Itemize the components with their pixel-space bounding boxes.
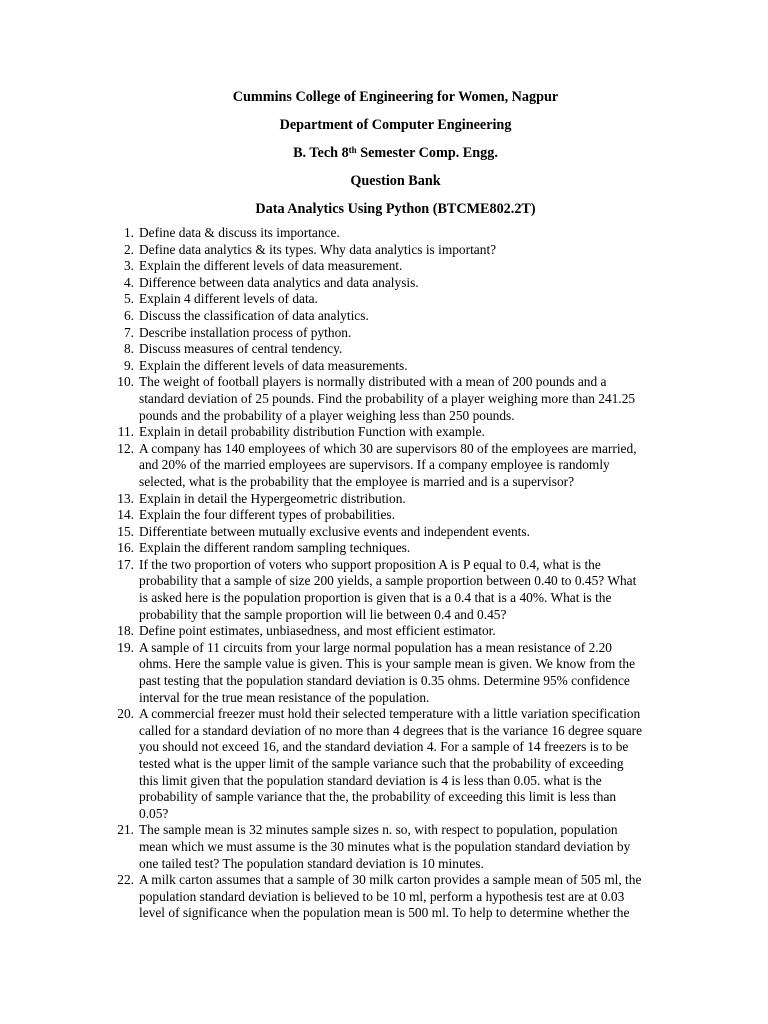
question-number: 19. [117,639,134,655]
question-text-line: level of significance when the population mean is 500 ml. To help to determine whether the [139,905,630,921]
department-name: Department of Computer Engineering [279,117,512,133]
question-text-line: tested what is the upper limit of the sample variance such that the probability of exceeding [139,756,624,771]
question-number: 22. [117,872,134,888]
question-text-line: A sample of 11 circuits from your large normal population has a mean resistance of 2.20 [139,639,613,655]
question-text-line: standard deviation of 25 pounds. Find the probability of a player weighing more than 241.25 [139,390,636,406]
question-text-line: Define point estimates, unbiasedness, and most efficient estimator. [139,623,496,639]
question-number: 15. [117,523,134,539]
question-number: 1. [123,225,134,240]
semester-superscript: th [348,144,357,155]
question-text-line: A commercial freezer must hold their selected temperature with a little variation specification [139,706,641,722]
question-text-line: mean which we must assume is the 30 minutes what is the population standard deviation by [139,838,631,854]
question-number: 9. [123,357,134,373]
question-text-line: Explain in detail probability distribution Function with example. [139,424,485,440]
question-number: 14. [117,507,134,523]
question-text-line: Differentiate between mutually exclusive events and independent events. [139,523,530,539]
question-item [123,291,679,308]
question-text-line: Explain the different levels of data measurements. [139,357,408,373]
question-text-line: Explain in detail the Hypergeometric distribution. [139,490,406,506]
question-text-line: probability that a sample of size 200 yields, a sample proportion between 0.40 to 0.45? What [139,573,637,589]
question-text-line: probability that the sample proportion will lie between 0.4 and 0.45? [139,606,507,622]
question-item [117,872,679,922]
question-text-line: Explain the four different types of probabilities. [139,507,395,523]
question-text-line: A company has 140 employees of which 30 are supervisors 80 of the employees are married, [139,440,637,456]
question-number: 2. [123,241,134,257]
question-text-line: The sample mean is 32 minutes sample sizes n. so, with respect to population, population [139,822,618,838]
question-text-line: probability of sample variance that the, the probability of exceeding this limit is less than [139,789,617,805]
question-item [117,706,679,822]
question-item [117,507,679,524]
question-number: 17. [117,556,134,572]
question-item [117,540,679,557]
question-item [123,341,679,358]
document-title: Question Bank [350,173,441,189]
question-text-line: Explain the different random sampling techniques. [139,540,411,556]
question-number: 3. [123,258,134,274]
question-text-line: pounds and the probability of a player weighing less than 250 pounds. [139,407,515,423]
question-item [117,822,679,872]
question-item [123,324,679,342]
question-text-line: Discuss measures of central tendency. [139,341,343,357]
question-item [123,225,679,242]
question-item [117,374,679,424]
question-text-line: 0.05? [139,805,169,821]
question-text-line: Describe installation process of python. [139,324,352,340]
question-item [117,490,679,508]
question-number: 8. [123,341,134,357]
question-text-line: Discuss the classification of data analytics. [139,307,369,323]
question-text-line: interval for the true mean resistance of the population. [139,689,430,705]
question-text-line: and 20% of the married employees are supervisors. If a company employee is randomly [139,457,610,473]
college-name: Cummins College of Engineering for Women, Nagpur [232,89,559,105]
semester-line [0,145,768,161]
question-text-line: Explain the different levels of data measurement. [139,258,403,274]
question-number: 21. [117,822,134,838]
question-number: 5. [123,291,134,307]
question-item [117,623,679,640]
question-item [123,357,679,375]
question-text-line: A milk carton assumes that a sample of 30 milk carton provides a sample mean of 505 ml, the [139,872,642,888]
question-text-line: Explain 4 different levels of data. [139,291,318,307]
semester-prefix: B. Tech 8 [293,145,349,161]
question-text-line: selected, what is the probability that the employee is married and is a supervisor? [139,473,575,489]
question-text-line: one tailed test? The population standard deviation is 10 minutes. [139,855,484,871]
question-text-line: past testing that the population standard deviation is 0.35 ohms. Determine 95% confidence [139,673,630,689]
question-text-line: Define data & discuss its importance. [139,225,340,240]
question-text-line: is asked here is the population proportion is given that is a 0.4 that is a 40%. What is the [139,590,612,606]
question-text-line: called for a standard deviation of no more than 4 degrees that is the variance 16 degree square [139,722,643,738]
question-item [117,440,679,491]
subject-title: Data Analytics Using Python (BTCME802.2T) [255,201,536,217]
question-number: 13. [117,490,134,506]
question-text-line: Define data analytics & its types. Why data analytics is important? [139,241,497,257]
question-list [117,225,679,922]
question-number: 18. [117,623,134,639]
semester-suffix: Semester Comp. Engg. [356,145,498,161]
question-item [123,258,679,275]
question-item [123,307,679,325]
question-text-line: population standard deviation is believed to be 10 ml, perform a hypothesis test are at 0.03 [139,888,625,904]
question-number: 10. [117,374,134,390]
question-item [123,241,679,259]
question-number: 12. [117,440,134,456]
question-text-line: ohms. Here the sample value is given. This is your sample mean is given. We know from the [139,656,636,672]
question-number: 7. [123,324,134,340]
question-text-line: If the two proportion of voters who support proposition A is P equal to 0.4, what is the [139,556,601,572]
question-text-line: Difference between data analytics and data analysis. [139,274,419,290]
question-item [117,556,679,623]
question-number: 16. [117,540,134,556]
question-item [117,424,679,441]
question-text-line: The weight of football players is normally distributed with a mean of 200 pounds and a [139,374,607,390]
question-text-line: this limit given that the population standard deviation is 4 is less than 0.05. what is the [139,772,602,788]
question-number: 20. [117,706,134,722]
question-number: 6. [123,307,134,323]
question-item [123,274,679,292]
question-number: 11. [117,424,134,440]
question-text-line: you should not exceed 16, and the standard deviation 4. For a sample of 14 freezers is to be [139,739,629,755]
question-item [117,639,679,706]
question-number: 4. [123,274,134,290]
question-item [117,523,679,541]
